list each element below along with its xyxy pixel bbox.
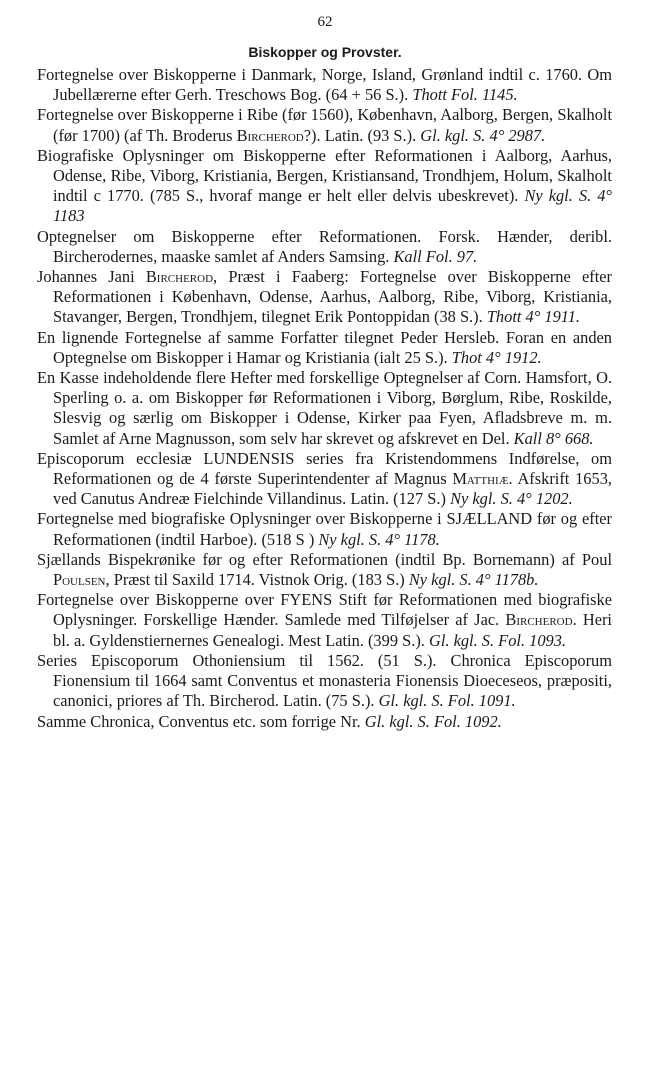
shelfmark: Ny kgl. S. 4° 1178. xyxy=(318,529,440,549)
author-name: Bircherod xyxy=(145,267,214,287)
list-item xyxy=(37,65,612,105)
entry-text: ?). Latin. (93 S.). xyxy=(303,125,421,145)
list-item xyxy=(37,267,612,328)
entry-text: En Kasse indeholdende flere Hefter med forskellige Optegnelser af Corn. Hamsfort, O. Sperling o. a. om Biskopper før Reformationen i Viborg, Børglum, Ribe, Roskilde, Slesvig og særlig om Biskopper i Odense, Kirker paa Fyen, Afladsbreve m. m. Samlet af Arne Magnusson, som selv har skrevet og afskrevet en Del. xyxy=(37,368,612,448)
entry-text: Optegnelser om Biskopperne efter Reformationen. Forsk. Hænder, deribl. Bircherodernes, maaske samlet af Anders Samsing. xyxy=(37,226,612,266)
list-item xyxy=(37,227,612,267)
entry-text: Episcoporum ecclesiæ LUNDENSIS series fra Kristendommens Indførelse, om Reformationen og de 4 første Superintendenter af Magnus xyxy=(37,448,612,489)
author-name: Bircherod xyxy=(505,610,573,630)
author-name: Poulsen xyxy=(53,570,106,590)
shelfmark: Kall Fol. 97. xyxy=(393,246,478,266)
entry-text: . Heri bl. a. Gyldenstiernernes Genealogi. Mest Latin. (399 S.). xyxy=(53,610,612,650)
shelfmark: Gl. kgl. S. 4° 2987. xyxy=(420,125,546,145)
list-item xyxy=(37,368,612,449)
entry-text: Samme Chronica, Conventus etc. som forrige Nr. xyxy=(37,711,365,731)
entry-list xyxy=(37,65,612,732)
shelfmark: Gl. kgl. S. Fol. 1092. xyxy=(364,711,502,731)
entry-text: Biografiske Oplysninger om Biskopperne efter Reformationen i Aalborg, Aarhus, Odense, Ribe, Viborg, Kristiania, Bergen, Kristiansand, Trondhjem, Holum, Skalholt indtil c 1770. (785 S., hvoraf mange er helt eller delvis ubeskrevet). xyxy=(37,145,612,206)
list-item xyxy=(37,146,612,227)
entry-text: Fortegnelse over Biskopperne i Danmark, Norge, Island, Grønland indtil c. 1760. Om Jubellærerne efter Gerh. Treschows Bog. (64 + 56 S.). xyxy=(37,65,612,105)
author-name: Matthiæ xyxy=(452,469,509,489)
shelfmark: Thott 4° 1911. xyxy=(486,307,581,327)
entry-text: Fortegnelse med biografiske Oplysninger over Biskopperne i SJÆLLAND før og efter Reformationen (indtil Harboe). (518 S ) xyxy=(37,509,612,549)
section-heading: Biskopper og Provster. xyxy=(248,44,402,60)
shelfmark: Ny kgl. S. 4° 1183 xyxy=(53,186,612,226)
entry-text: Fortegnelse over Biskopperne i Ribe (før 1560), København, Aalborg, Bergen, Skalholt (før 1700) (af Th. Broderus xyxy=(37,105,612,145)
shelfmark: Thott Fol. 1145. xyxy=(412,85,518,105)
shelfmark: Kall 8° 668. xyxy=(513,428,594,448)
author-name: Bircherod xyxy=(236,125,304,145)
entry-text: Johannes Jani xyxy=(37,267,146,287)
entry-text: Sjællands Bispekrønike før og efter Reformationen (indtil Bp. Bornemann) af Poul xyxy=(37,549,612,569)
shelfmark: Gl. kgl. S. Fol. 1093. xyxy=(428,630,567,650)
list-item xyxy=(37,328,612,368)
entry-text: Series Episcoporum Othoniensium til 1562. (51 S.). Chronica Episcoporum Fionensium til 1664 samt Conventus et monasteria Fionensis Dioeceseos, præpositi, canonici, priores af Th. Bircherod. Latin. (75 S.). xyxy=(37,650,612,711)
list-item xyxy=(37,712,612,732)
page-number: 62 xyxy=(317,14,333,30)
entry-text: En lignende Fortegnelse af samme Forfatter tilegnet Peder Hersleb. Foran en anden Optegnelse om Biskopper i Hamar og Kristiania (ialt 25 S.). xyxy=(37,327,612,367)
entry-text: . Afskrift 1653, ved Canutus Andreæ Fielchinde Villandinus. Latin. (127 S.) xyxy=(53,469,612,509)
list-item xyxy=(37,105,612,145)
list-item xyxy=(37,590,612,651)
list-item xyxy=(37,651,612,712)
entry-text: , Præst i Faaberg: Fortegnelse over Biskopperne efter Reformationen i København, Odense, Aarhus, Aalborg, Ribe, Viborg, Kristiania, Stavanger, Bergen, Trondhjem, tilegnet Erik Pontoppidan (38 S.). xyxy=(53,267,612,327)
shelfmark: Gl. kgl. S. Fol. 1091. xyxy=(378,691,516,711)
shelfmark: Thot 4° 1912. xyxy=(451,347,542,367)
shelfmark: Ny kgl. S. 4° 1202. xyxy=(450,489,573,509)
shelfmark: Ny kgl. S. 4° 1178b. xyxy=(408,570,539,590)
entry-text: , Præst til Saxild 1714. Vistnok Orig. (183 S.) xyxy=(105,570,409,590)
list-item xyxy=(37,449,612,510)
list-item xyxy=(37,550,612,590)
entry-text: Fortegnelse over Biskopperne over FYENS Stift før Reformationen med biografiske Oplysninger. Forskellige Hænder. Samlede med Tilføjelser af Jac. xyxy=(37,590,612,630)
list-item xyxy=(37,509,612,549)
